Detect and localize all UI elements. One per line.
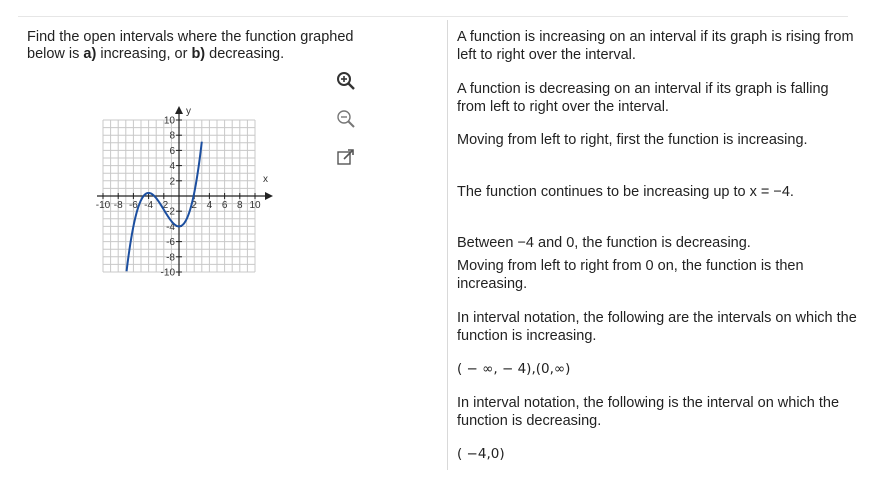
x-tick-label: -8	[113, 200, 123, 211]
question-line-2-start: below is	[27, 46, 84, 62]
answer-paragraph-7: In interval notation, the following are the intervals on which the function is increasing.	[457, 310, 857, 344]
x-tick-label: -6	[128, 200, 138, 211]
x-tick-label: 2	[191, 200, 197, 211]
x-tick-label: 8	[237, 200, 243, 211]
y-tick-label: 2	[169, 176, 175, 188]
question-line-1: Find the open intervals where the function graphed	[27, 29, 354, 45]
external-link-icon	[336, 147, 356, 167]
decreasing-interval-answer: ( −4,0)	[457, 446, 505, 462]
x-tick-label: -10	[95, 200, 111, 211]
answer-paragraph-1: A function is increasing on an interval if its graph is rising from left to right over the interval.	[457, 29, 854, 63]
column-divider	[447, 20, 448, 470]
x-axis-arrow	[265, 192, 273, 200]
y-tick-label: 8	[169, 130, 175, 142]
x-axis-label: x	[263, 174, 268, 185]
answer-paragraph-3: Moving from left to right, first the function is increasing.	[457, 132, 808, 148]
question-line-2-end: decreasing.	[205, 46, 285, 62]
open-external-button[interactable]	[335, 146, 357, 168]
question-line-2	[27, 46, 437, 63]
y-tick-label: 10	[163, 115, 175, 127]
y-tick-label: 6	[169, 145, 175, 157]
y-tick-label: -6	[166, 237, 175, 249]
x-tick-label: 6	[221, 200, 228, 211]
part-b-label: b)	[191, 46, 206, 62]
x-tick-label: -4	[144, 200, 154, 211]
y-tick-label: 4	[169, 161, 175, 173]
function-graph[interactable]	[24, 68, 324, 318]
answer-paragraph-4: The function continues to be increasing up to x = −4.	[457, 184, 794, 200]
zoom-in-icon	[336, 71, 356, 91]
x-tick-label: -2	[159, 200, 169, 211]
y-tick-label: -10	[160, 267, 175, 279]
y-tick-label: -4	[166, 221, 175, 233]
graph-tick-labels	[96, 116, 261, 279]
y-axis-arrow	[175, 106, 183, 114]
x-tick-label: 4	[206, 200, 213, 211]
y-tick-label: -8	[166, 252, 175, 264]
question-text	[27, 29, 437, 63]
x-tick-label: 10	[249, 200, 261, 211]
answer-paragraph-8: In interval notation, the following is the interval on which the function is decreasing.	[457, 395, 840, 429]
answer-paragraph-5: Between −4 and 0, the function is decreasing.	[457, 235, 751, 251]
increasing-interval-answer: ( − ∞, − 4),(0,∞)	[457, 361, 571, 377]
answer-paragraph-6: Moving from left to right from 0 on, the function is then increasing.	[457, 258, 804, 292]
question-line-2-mid: increasing, or	[96, 46, 192, 62]
zoom-out-icon	[336, 109, 356, 129]
zoom-in-button[interactable]	[335, 70, 357, 92]
top-rule	[18, 16, 848, 17]
part-a-label: a)	[83, 46, 97, 62]
y-tick-label: -2	[166, 206, 175, 218]
answer-paragraph-2: A function is decreasing on an interval if its graph is falling from left to right over the interval.	[457, 81, 829, 115]
y-axis-label: y	[186, 106, 191, 117]
zoom-out-button[interactable]	[335, 108, 357, 130]
graph-axes	[97, 106, 273, 276]
